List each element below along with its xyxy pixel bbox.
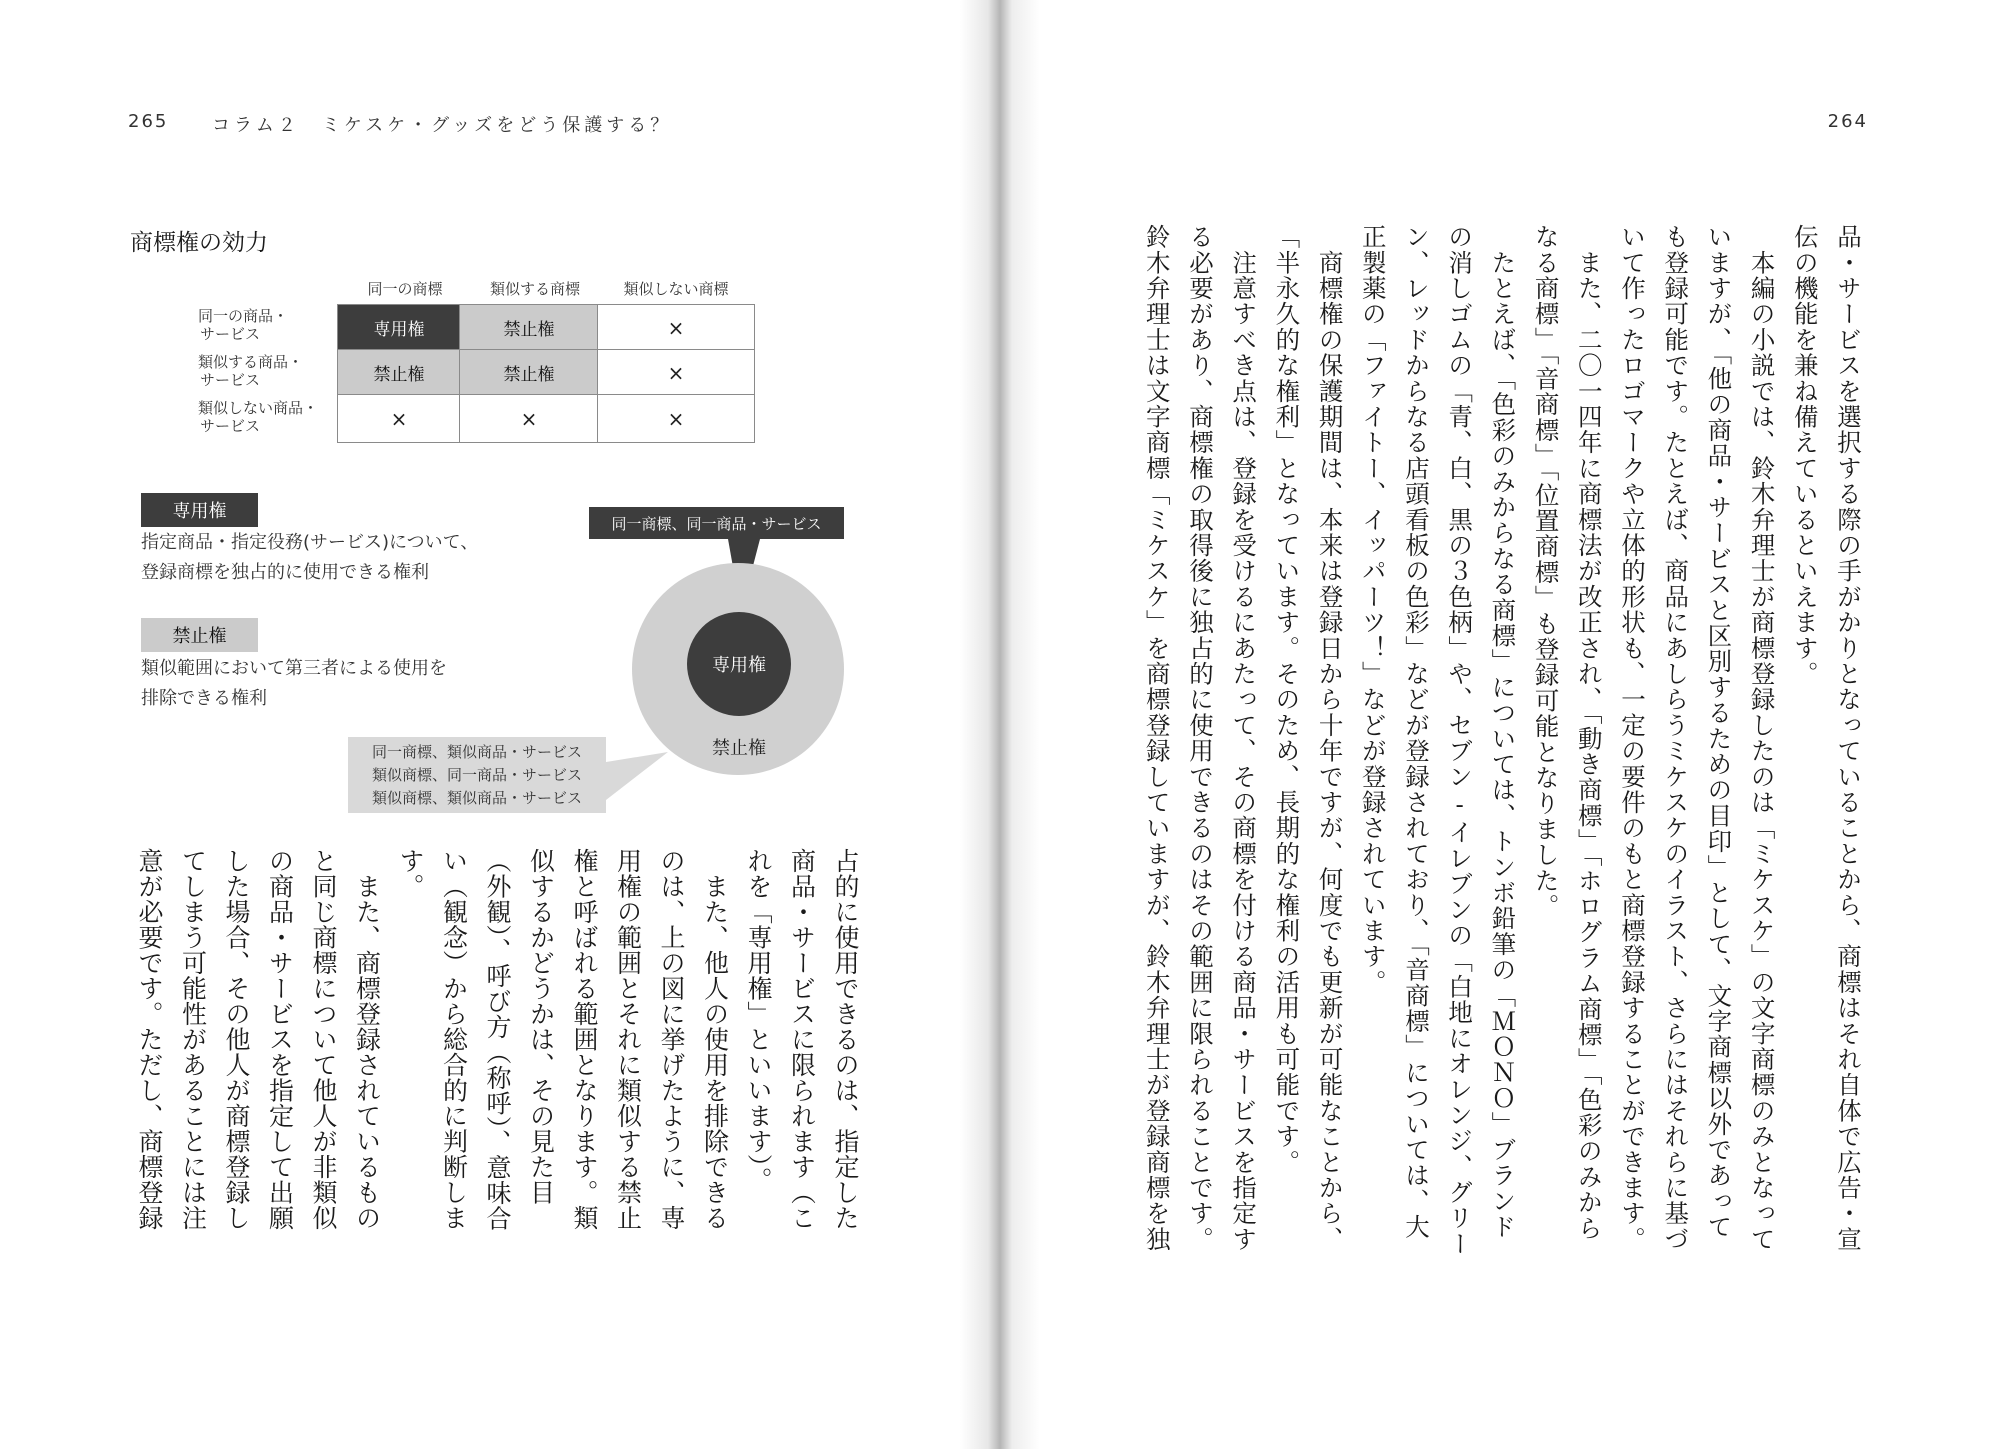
row-header-line: サービス bbox=[200, 325, 261, 343]
text-line: たとえば、「色彩のみからなる商標」については、トンボ鉛筆の「ＭＯＮＯ」ブランド bbox=[1488, 224, 1518, 1240]
table-cell: 禁止権 bbox=[459, 349, 599, 396]
text-line: の商品・サービスを指定して出願 bbox=[265, 848, 295, 1231]
text-line: 権と呼ばれる範囲となります。類 bbox=[570, 848, 599, 1231]
text-line: 似するかどうかは、その見た目 bbox=[526, 848, 556, 1205]
callout-line: 類似商標、類似商品・サービス bbox=[371, 789, 582, 807]
text-line: 本編の小説では、鈴木弁理士が商標登録したのは「ミケスケ」の文字商標のみとなって bbox=[1747, 224, 1777, 1252]
text-line: の消しゴムの「青、白、黒の３色柄」や、セブン-イレブンの「白地にオレンジ、グリー bbox=[1445, 224, 1475, 1257]
text-line: （外観）、呼び方（称呼）、意味合 bbox=[483, 848, 512, 1231]
text-line: また、二〇一四年に商標法が改正され、「動き商標」「ホログラム商標」「色彩のみから bbox=[1574, 224, 1604, 1241]
table-col-header-dissimilar: 類似しない商標 bbox=[623, 280, 729, 298]
row-header-line: サービス bbox=[200, 417, 261, 435]
exclusive-callout: 同一商標、同一商品・サービス bbox=[589, 507, 844, 539]
text-line: る必要があり、商標権の取得後に独占的に使用できるのはその範囲に限られることです。 bbox=[1185, 224, 1215, 1252]
bottom-callout-pointer bbox=[600, 752, 668, 800]
left-page-number: 265 bbox=[128, 111, 169, 132]
text-line: 鈴木弁理士は文字商標「ミケスケ」を商標登録していますが、鈴木弁理士が登録商標を独 bbox=[1142, 224, 1172, 1252]
prohibition-right-label: 禁止権 bbox=[141, 618, 258, 652]
text-line: れを「専用権」といいます）。 bbox=[744, 848, 773, 1193]
description-line: 指定商品・指定役務(サービス)について、 bbox=[141, 532, 479, 553]
text-line: また、商標登録されているもの bbox=[352, 848, 382, 1231]
text-line: なる商標」「音商標」「位置商標」も登録可能となりました。 bbox=[1531, 224, 1561, 920]
running-title: コラム２ ミケスケ・グッズをどう保護する？ bbox=[212, 115, 673, 136]
text-line: 伝の機能を兼ね備えているといえます。 bbox=[1790, 224, 1820, 687]
text-line: いて作ったロゴマークや立体的形状も、一定の要件のもと商標登録することができます。 bbox=[1617, 224, 1647, 1252]
text-line: 「半永久的な権利」となっています。そのため、長期的な権利の活用も可能です。 bbox=[1272, 224, 1302, 1175]
row-header-line: 類似しない商品・ bbox=[198, 399, 319, 417]
text-line: ン、レッドからなる店頭看板の色彩」などが登録されており、「音商標」については、大 bbox=[1401, 224, 1431, 1240]
text-line: 占的に使用できるのは、指定した bbox=[831, 848, 860, 1231]
text-line: した場合、その他人が商標登録し bbox=[222, 848, 251, 1231]
section-title: 商標権の効力 bbox=[130, 230, 268, 256]
table-cell: 禁止権 bbox=[337, 349, 461, 396]
text-line: も登録可能です。たとえば、商品にあしらうミケスケのイラスト、さらにはそれらに基づ bbox=[1661, 224, 1691, 1252]
table-cell: × bbox=[597, 304, 755, 351]
prohibition-callout bbox=[348, 737, 606, 813]
table-col-header-same: 同一の商標 bbox=[367, 280, 443, 298]
table-cell: 専用権 bbox=[337, 304, 461, 351]
right-page-number: 264 bbox=[1827, 111, 1868, 132]
exclusive-range-circle: 専用権 bbox=[687, 612, 791, 716]
left-body-text bbox=[127, 848, 867, 1238]
exclusive-right-label: 専用権 bbox=[141, 493, 258, 527]
table-cell: × bbox=[459, 394, 599, 443]
description-line: 登録商標を独占的に使用できる権利 bbox=[141, 562, 429, 583]
row-header-line: サービス bbox=[200, 371, 261, 389]
table-cell: 禁止権 bbox=[459, 304, 599, 351]
text-line: と同じ商標について他人が非類似 bbox=[309, 848, 338, 1231]
table-col-header-similar: 類似する商標 bbox=[489, 280, 580, 298]
text-line: 用権の範囲とそれに類似する禁止 bbox=[613, 848, 643, 1231]
description-line: 類似範囲において第三者による使用を bbox=[141, 658, 447, 679]
row-header-line: 類似する商品・ bbox=[198, 353, 304, 371]
right-body-text bbox=[1128, 224, 1870, 1257]
table-cell: × bbox=[597, 349, 755, 396]
text-line: 注意すべき点は、登録を受けるにあたって、その商標を付ける商品・サービスを指定す bbox=[1229, 224, 1259, 1252]
table-cell: × bbox=[337, 394, 461, 443]
text-line: す。 bbox=[396, 848, 425, 899]
text-line: てしまう可能性があることには注 bbox=[178, 848, 208, 1231]
text-line: 正製薬の「ファイトー、イッパーツ！」などが登録されています。 bbox=[1358, 224, 1388, 995]
text-line: また、他人の使用を排除できる bbox=[700, 848, 730, 1231]
callout-line: 同一商標、類似商品・サービス bbox=[371, 743, 582, 761]
text-line: 品・サービスを選択する際の手がかりとなっていることから、商標はそれ自体で広告・宣 bbox=[1834, 224, 1863, 1252]
prohibition-range-label: 禁止権 bbox=[712, 738, 766, 759]
table-cell: × bbox=[597, 394, 755, 443]
callout-line: 類似商標、同一商品・サービス bbox=[371, 766, 582, 784]
text-line: いますが、「他の商品・サービスと区別するための目印」として、文字商標以外であって bbox=[1704, 224, 1734, 1240]
text-line: 商品・サービスに限られます（こ bbox=[787, 848, 817, 1231]
text-line: 意が必要です。ただし、商標登録 bbox=[135, 848, 164, 1231]
text-line: 商標権の保護期間は、本来は登録日から十年ですが、何度でも更新が可能なことから、 bbox=[1315, 224, 1345, 1252]
text-line: のは、上の図に挙げたように、専 bbox=[657, 848, 686, 1231]
text-line: い（観念）から総合的に判断しま bbox=[439, 848, 469, 1231]
row-header-line: 同一の商品・ bbox=[198, 307, 289, 325]
description-line: 排除できる権利 bbox=[141, 688, 267, 709]
